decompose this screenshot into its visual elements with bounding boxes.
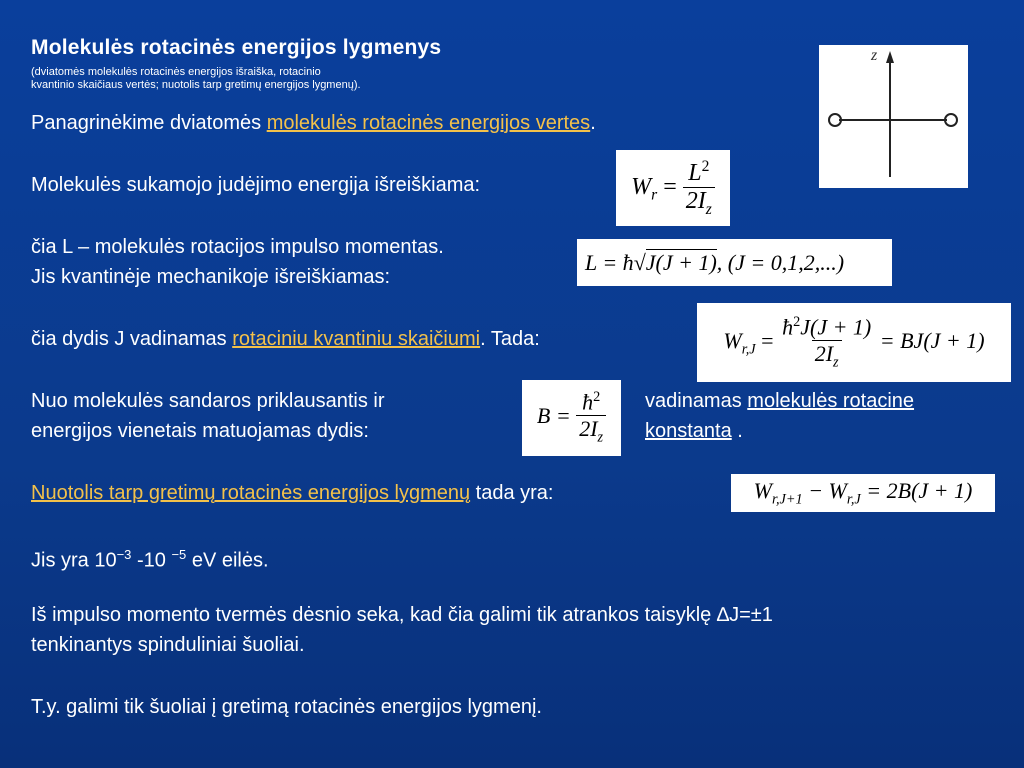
formula-text: 2I: [685, 187, 706, 214]
text-line-6-right: [645, 386, 914, 416]
formula-text: 2I: [814, 340, 834, 366]
text-segment: .: [731, 420, 743, 442]
formula-rotational-energy-levels: [697, 303, 1011, 382]
formula-text: W: [723, 327, 742, 353]
text-line-4: Jis kvantinėje mechanikoje išreiškiamas:: [31, 266, 391, 288]
molecule-diagram: [819, 45, 968, 188]
formula-text: 2: [701, 157, 710, 175]
formula-text: =: [761, 327, 774, 353]
text-segment: Jis yra 10: [31, 549, 117, 572]
text-line-11: tenkinantys spinduliniai šuoliai.: [31, 634, 305, 656]
link-rotational-quantum-number[interactable]: rotaciniu kvantiniu skaičiumi: [232, 328, 481, 350]
link-rotational-constant[interactable]: molekulės rotacine: [747, 390, 915, 412]
formula-text: W: [753, 477, 772, 503]
formula-text: L = ħ: [585, 249, 634, 275]
formula-text: z: [705, 200, 712, 218]
formula-rotational-energy: [616, 150, 730, 226]
formula-text: B =: [536, 403, 571, 429]
text-line-7: energijos vienetais matuojamas dydis:: [31, 420, 369, 442]
text-segment: vadinamas: [645, 390, 748, 412]
formula-rotational-constant: [522, 380, 621, 456]
subtitle-line-1: (dviatomės molekulės rotacinės energijos išraiška, rotacinio: [31, 66, 321, 78]
formula-text: J(J + 1): [645, 249, 717, 275]
formula-text: z: [597, 429, 604, 446]
formula-text: − W: [802, 477, 847, 503]
formula-text: r,J: [846, 491, 861, 508]
text-segment: . Tada:: [480, 328, 540, 350]
text-segment: čia dydis J vadinamas: [31, 328, 233, 350]
formula-text: r,J+1: [772, 491, 803, 508]
formula-text: 2I: [579, 416, 598, 442]
text-line-7-right: [645, 416, 743, 446]
text-segment: eV eilės.: [186, 549, 269, 572]
subtitle-line-2: kvantinio skaičiaus vertės; nuotolis tarp gretimų energijos lygmenų).: [31, 79, 361, 91]
formula-text: r: [651, 186, 658, 204]
text-line-1: [31, 108, 596, 138]
text-segment: .: [590, 112, 596, 134]
formula-text: ħ: [782, 313, 794, 339]
formula-angular-momentum: L = ħ√J(J + 1), (J = 0,1,2,...): [577, 239, 892, 286]
formula-text: ħ: [582, 389, 594, 415]
text-line-10: Iš impulso momento tvermės dėsnio seka, kad čia galimi tik atrankos taisyklę ∆J=±1: [31, 604, 773, 626]
text-line-2: Molekulės sukamojo judėjimo energija išreiškiama:: [31, 174, 481, 196]
text-line-12: T.y. galimi tik šuoliai į gretimą rotacinės energijos lygmenį.: [31, 696, 542, 718]
link-constant[interactable]: konstanta: [645, 420, 732, 442]
exponent: −5: [171, 547, 187, 562]
text-line-9: [31, 540, 269, 576]
text-line-3: čia L – molekulės rotacijos impulso momentas.: [31, 236, 444, 258]
text-segment: tada yra:: [470, 482, 554, 504]
link-rotational-energy-values[interactable]: molekulės rotacinės energijos vertes: [266, 112, 591, 134]
formula-text: z: [833, 354, 839, 371]
page-title: Molekulės rotacinės energijos lygmenys: [31, 36, 442, 59]
formula-text: =: [663, 173, 677, 200]
subtitle: [31, 66, 361, 92]
text-line-8: [31, 478, 554, 508]
formula-text: 2: [593, 389, 601, 406]
text-segment: Panagrinėkime dviatomės: [31, 112, 267, 134]
z-axis-label: z: [871, 47, 878, 64]
formula-text: J(J + 1): [800, 313, 872, 339]
formula-text: L: [688, 159, 702, 186]
text-line-6: Nuo molekulės sandaros priklausantis ir: [31, 390, 385, 412]
formula-text: W: [631, 173, 652, 200]
text-line-5: [31, 324, 540, 354]
formula-text: = 2B(J + 1): [860, 477, 973, 503]
formula-text: = BJ(J + 1): [879, 327, 985, 353]
formula-level-spacing: [731, 474, 995, 512]
link-level-spacing[interactable]: Nuotolis tarp gretimų rotacinės energijos lygmenų: [31, 482, 471, 504]
formula-text: 2: [793, 313, 801, 330]
formula-text: r,J: [741, 340, 756, 357]
dumbbell-molecule-icon: [819, 45, 968, 188]
text-segment: -10: [131, 549, 172, 572]
formula-text: , (J = 0,1,2,...): [716, 249, 845, 275]
exponent: −3: [116, 547, 132, 562]
